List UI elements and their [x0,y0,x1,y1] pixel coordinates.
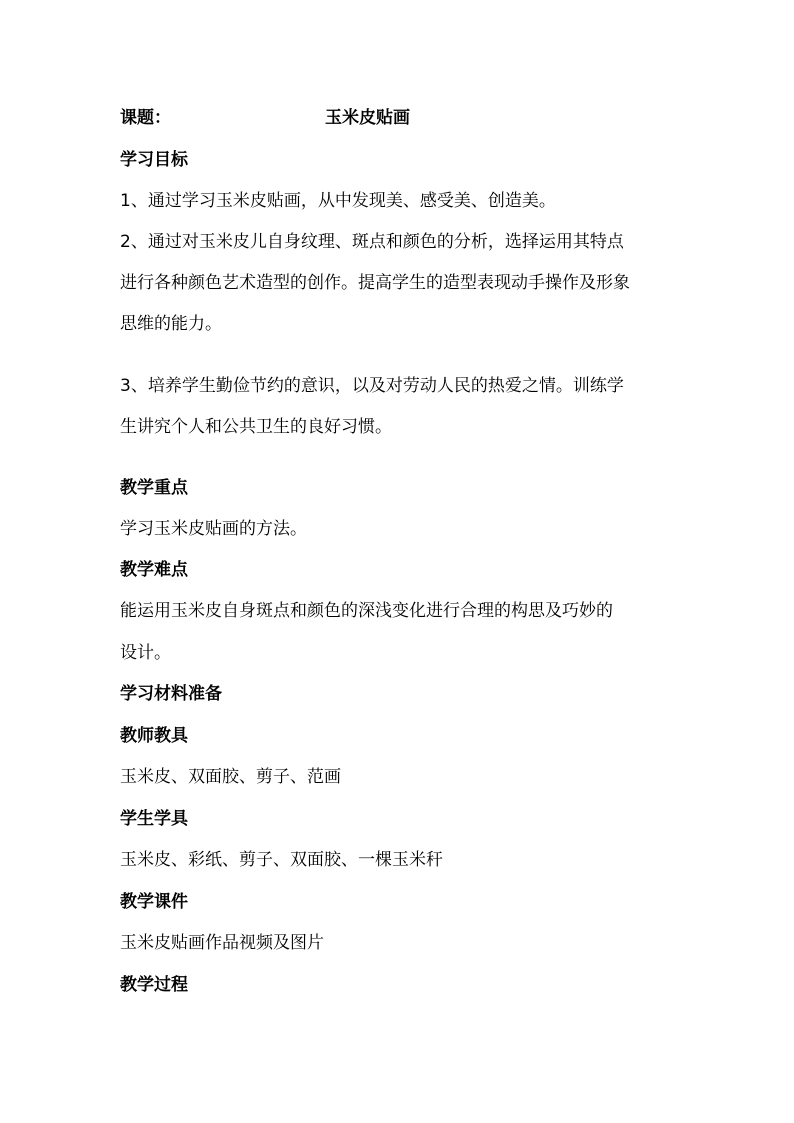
objectives-heading: 学习目标 [120,150,188,170]
objective-item-2-line-1: 2、通过对玉米皮儿自身纹理、斑点和颜色的分析，选择运用其特点 [120,232,624,252]
objective-item-3-line-2: 生讲究个人和公共卫生的良好习惯。 [120,417,392,437]
objective-item-2-line-3: 思维的能力。 [120,314,222,334]
lesson-title: 玉米皮贴画 [325,108,410,128]
teacher-tools-items: 玉米皮、双面胶、剪子、范画 [120,767,341,787]
key-point-text: 学习玉米皮贴画的方法。 [120,519,307,539]
courseware-heading: 教学课件 [120,892,188,912]
objective-item-1: 1、通过学习玉米皮贴画，从中发现美、感受美、创造美。 [120,191,556,211]
objective-item-2-line-2: 进行各种颜色艺术造型的创作。提高学生的造型表现动手操作及形象 [120,273,630,293]
process-heading: 教学过程 [120,975,188,995]
courseware-items: 玉米皮贴画作品视频及图片 [120,933,324,953]
difficulty-line-2: 设计。 [120,643,171,663]
lesson-title-label: 课题： [120,108,171,128]
teacher-tools-heading: 教师教具 [120,726,188,746]
student-tools-heading: 学生学具 [120,809,188,829]
difficulty-heading: 教学难点 [120,560,188,580]
materials-heading: 学习材料准备 [120,684,222,704]
key-point-heading: 教学重点 [120,478,188,498]
difficulty-line-1: 能运用玉米皮自身斑点和颜色的深浅变化进行合理的构思及巧妙的 [120,601,613,621]
student-tools-items: 玉米皮、彩纸、剪子、双面胶、一棵玉米秆 [120,850,443,870]
objective-item-3-line-1: 3、培养学生勤俭节约的意识，以及对劳动人民的热爱之情。训练学 [120,376,624,396]
